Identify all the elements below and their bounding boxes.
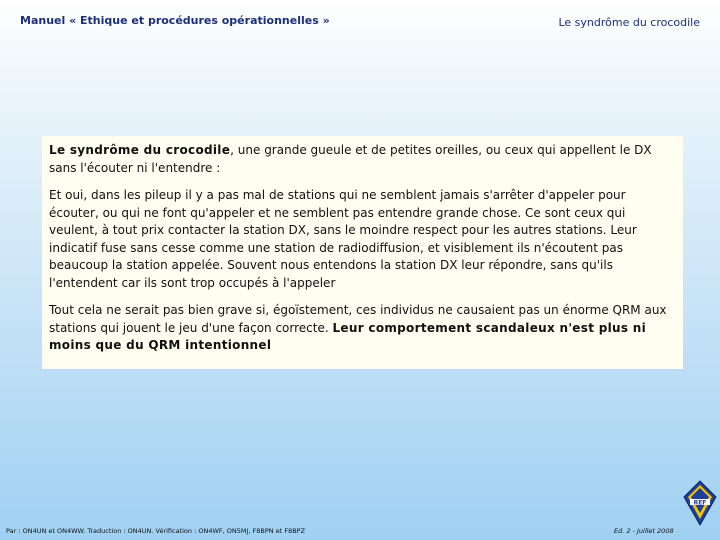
intro-bold-term: Le syndrôme du crocodile xyxy=(49,143,231,157)
paragraph-qrm xyxy=(49,302,677,355)
ref-logo-icon xyxy=(682,480,718,526)
qrm-text: Tout cela ne serait pas bien grave si, égoïstement, ces individus ne causaient pas un énorme QRM aux stations qui jouent le jeu d'une façon correcte. xyxy=(49,303,667,335)
footer-edition: Ed. 2 - Juillet 2008 xyxy=(614,527,674,535)
paragraph-intro xyxy=(49,142,677,177)
logo-text: REF xyxy=(693,499,707,507)
footer-credits: Par : ON4UN et ON4WW. Traduction : ON4UN. Vérification : ON4WF, ON5MJ, F8BPN et F8BPZ xyxy=(6,527,306,535)
paragraph-pileup: Et oui, dans les pileup il y a pas mal de stations qui ne semblent jamais s'arrêter d'appeler pour écouter, ou qui ne font qu'appeler et ne semblent pas entendre grande chose. Ce sont ceux qui veulent, à tout prix contacter la station DX, sans le moindre respect pour les autres stations. Leur indicatif fuse sans cesse comme une station de radiodiffusion, et visiblement ils n'écoutent pas beaucoup la station appelée. Souvent nous entendons la station DX leur répondre, sans qu'ils l'entendent car ils sont trop occupés à l'appeler xyxy=(49,188,637,290)
chapter-title: Le syndrôme du crocodile xyxy=(558,16,700,29)
qrm-bold-conclusion: Leur comportement scandaleux n'est plus ni moins que du QRM intentionnel xyxy=(49,320,647,352)
content-box xyxy=(42,136,683,369)
manual-title: Manuel « Ethique et procédures opérationnelles » xyxy=(20,14,330,27)
intro-text: , une grande gueule et de petites oreilles, ou ceux qui appellent le DX sans l'écouter ni l'entendre : xyxy=(49,143,652,175)
